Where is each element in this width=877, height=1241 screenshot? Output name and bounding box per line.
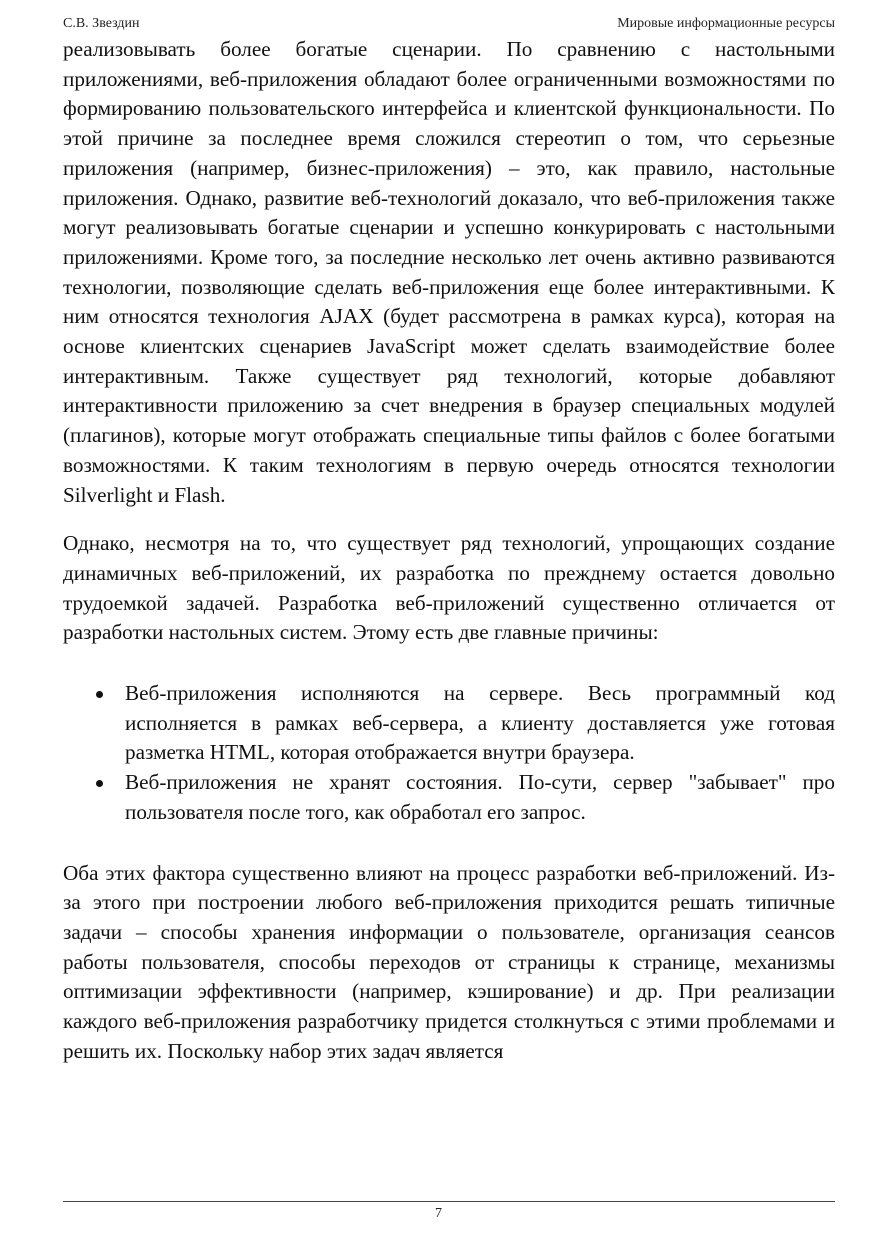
page-number: 7: [435, 1206, 442, 1221]
bullet-icon: [96, 780, 103, 787]
list-item: [125, 679, 835, 768]
header-course-title: Мировые информационные ресурсы: [617, 16, 835, 31]
body-paragraph-3: Оба этих фактора существенно влияют на процесс разработки веб-приложений. Из-за этого при построении любого веб-приложения приходится решать типичные задачи – способы хранения информации о пользователе, организация сеансов работы пользователя, способы переходов от страницы к странице, механизмы оптимизации эффективности (например, кэширование) и др. При реализации каждого веб-приложения разработчику придется столкнуться с этими проблемами и решить их. Поскольку набор этих задач является: [63, 860, 835, 1063]
body-paragraph-2: Однако, несмотря на то, что существует ряд технологий, упрощающих создание динамичных веб-приложений, их разработка по прежднему остается довольно трудоемкой задачей. Разработка веб-приложений существенно отличается от разработки настольных систем. Этому есть две главные причины:: [63, 531, 835, 645]
list-item-text: Веб-приложения исполняются на сервере. Весь программный код исполняется в рамках веб-сервера, а клиенту доставляется уже готовая разметка HTML, которая отображается внутри браузера.: [125, 681, 835, 765]
header-author: С.В. Звездин: [63, 16, 140, 31]
page-header: [63, 14, 835, 34]
footer-divider: [63, 1201, 835, 1202]
page-body: [63, 35, 835, 1067]
bullet-icon: [96, 691, 103, 698]
body-paragraph-1: реализовывать более богатые сценарии. По сравнению с настольными приложениями, веб-приложения обладают более ограниченными возможностями по формированию пользовательского интерфейса и клиентской функциональности. По этой причине за последнее время сложился стереотип о том, что серьезные приложения (например, бизнес-приложения) – это, как правило, настольные приложения. Однако, развитие веб-технологий доказало, что веб-приложения также могут реализовывать богатые сценарии и успешно конкурировать с настольными приложениями. Кроме того, за последние несколько лет очень активно развиваются технологии, позволяющие сделать веб-приложения еще более интерактивными. К ним относятся технология AJAX (будет рассмотрена в рамках курса), которая на основе клиентских сценариев JavaScript может сделать взаимодействие более интерактивным. Также существует ряд технологий, которые добавляют интерактивности приложению за счет внедрения в браузер специальных модулей (плагинов), которые могут отображать специальные типы файлов с более богатыми возможностями. К таким технологиям в первую очередь относятся технологии Silverlight и Flash.: [63, 37, 835, 507]
list-item-text: Веб-приложения не хранят состояния. По-сути, сервер "забывает" про пользователя после того, как обработал его запрос.: [125, 770, 835, 824]
bullet-list: [63, 679, 835, 828]
list-item: [125, 768, 835, 827]
